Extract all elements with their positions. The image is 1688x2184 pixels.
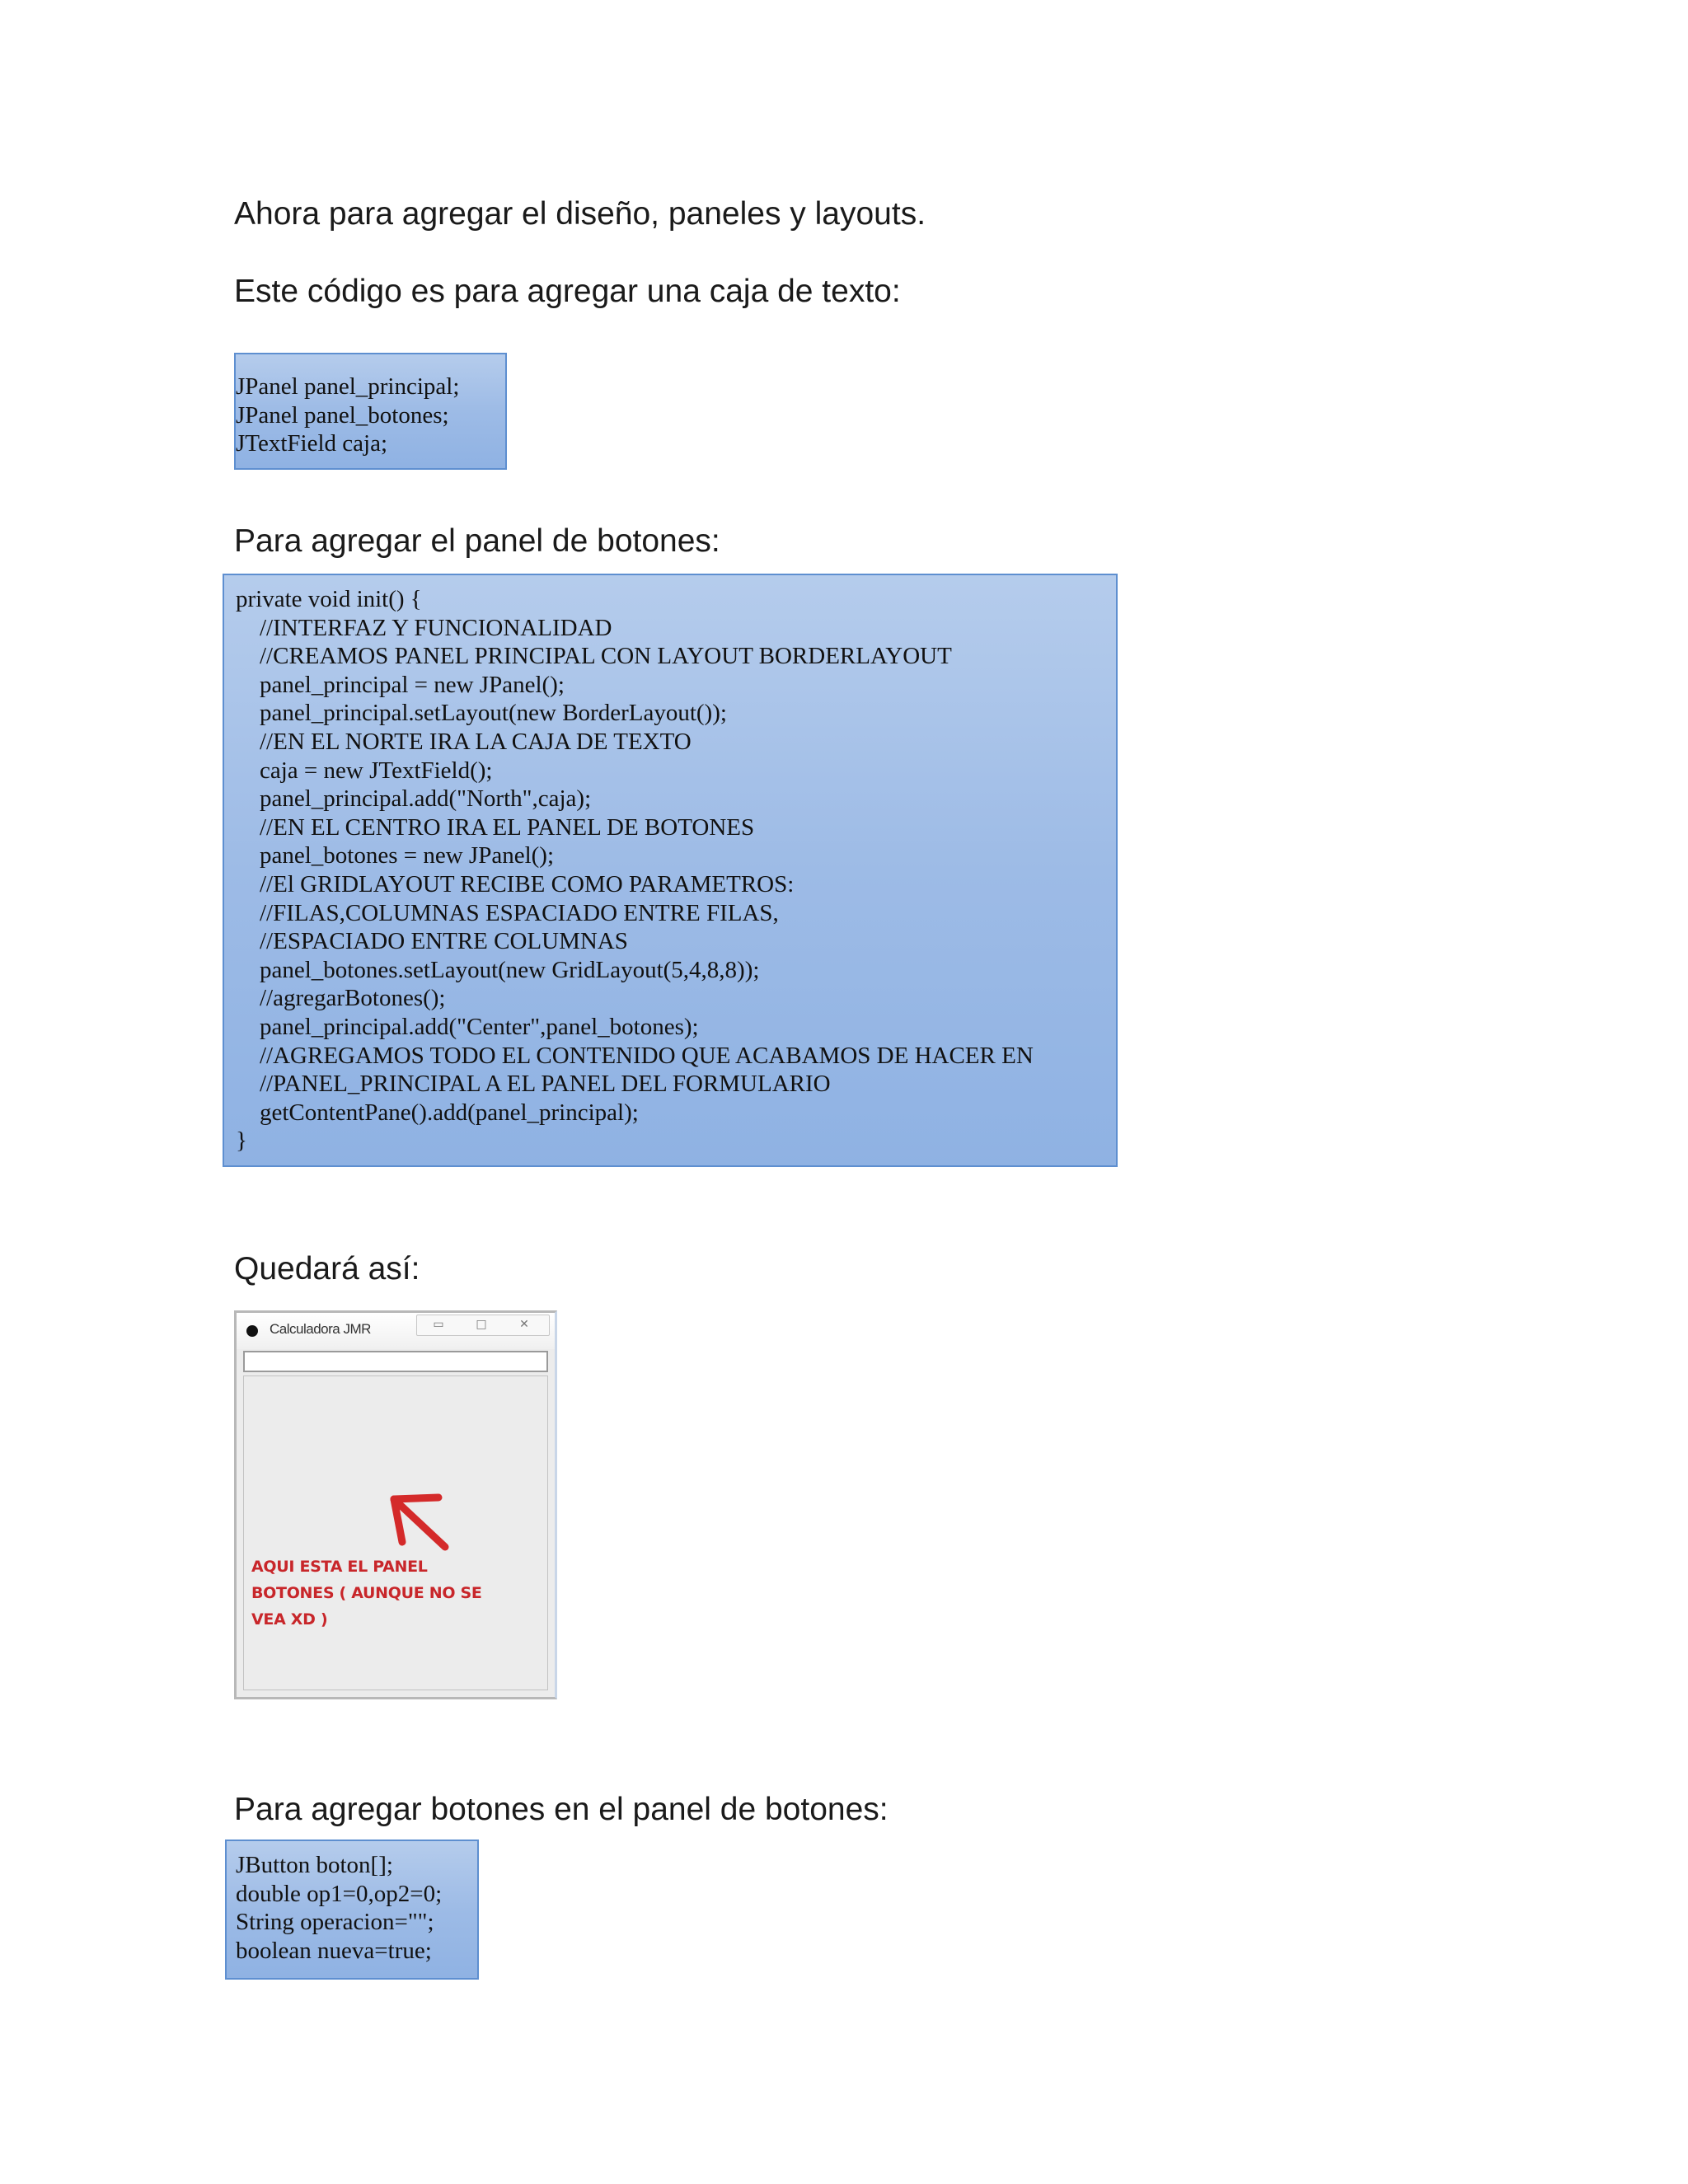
code-line: caja = new JTextField();	[236, 757, 493, 784]
code-line: //ESPACIADO ENTRE COLUMNAS	[236, 928, 628, 955]
window-title: Calculadora JMR	[270, 1321, 371, 1337]
code-line: getContentPane().add(panel_principal);	[236, 1099, 639, 1126]
code-line: panel_principal = new JPanel();	[236, 671, 565, 698]
code-line: panel_principal.setLayout(new BorderLayout());	[236, 700, 727, 727]
code-line: panel_principal.add("Center",panel_botones);	[236, 1013, 699, 1040]
code-line: //CREAMOS PANEL PRINCIPAL CON LAYOUT BORDERLAYOUT	[236, 643, 952, 670]
code-line: //AGREGAMOS TODO EL CONTENIDO QUE ACABAMOS DE HACER EN	[236, 1042, 1034, 1069]
code-line: //FILAS,COLUMNAS ESPACIADO ENTRE FILAS,	[236, 899, 779, 926]
code-line: boolean nueva=true;	[236, 1937, 432, 1964]
calculator-window-screenshot	[234, 1310, 557, 1699]
maximize-icon[interactable]: □	[476, 1318, 487, 1331]
code-block-declarations	[234, 353, 507, 470]
annotation-line: VEA XD )	[251, 1610, 328, 1629]
code-line: JPanel panel_botones;	[236, 401, 449, 429]
code-line: String operacion="";	[236, 1909, 434, 1936]
code-line: panel_botones = new JPanel();	[236, 842, 555, 869]
code-line: private void init() {	[236, 586, 422, 612]
code-line: panel_principal.add("North",caja);	[236, 785, 592, 813]
code-line: double op1=0,op2=0;	[236, 1880, 443, 1907]
window-titlebar	[237, 1313, 555, 1349]
annotation-line: BOTONES ( AUNQUE NO SE	[251, 1584, 482, 1602]
code-line: //agregarBotones();	[236, 985, 446, 1012]
screenshot-annotation	[251, 1554, 532, 1633]
heading-textbox: Este código es para agregar una caja de texto:	[234, 274, 901, 309]
code-line: //EN EL CENTRO IRA EL PANEL DE BOTONES	[236, 813, 755, 841]
code-line: panel_botones.setLayout(new GridLayout(5,4,8,8));	[236, 956, 760, 983]
annotation-line: AQUI ESTA EL PANEL	[251, 1558, 428, 1576]
code-line: JPanel panel_principal;	[236, 373, 460, 400]
app-icon	[246, 1325, 258, 1337]
code-line: JButton boton[];	[236, 1852, 393, 1878]
arrow-icon	[381, 1486, 455, 1560]
minimize-icon[interactable]: ▭	[433, 1318, 444, 1331]
caja-text-field[interactable]	[243, 1351, 548, 1372]
code-block-init	[223, 574, 1118, 1167]
code-line: //El GRIDLAYOUT RECIBE COMO PARAMETROS:	[236, 870, 795, 898]
code-line: }	[236, 1127, 247, 1155]
code-line: //EN EL NORTE IRA LA CAJA DE TEXTO	[236, 728, 692, 755]
code-line: //PANEL_PRINCIPAL A EL PANEL DEL FORMULARIO	[236, 1071, 831, 1098]
code-block-variables	[225, 1840, 479, 1980]
heading-intro: Ahora para agregar el diseño, paneles y layouts.	[234, 196, 926, 232]
heading-buttons: Para agregar botones en el panel de botones:	[234, 1792, 889, 1827]
window-controls	[416, 1315, 550, 1336]
close-icon[interactable]: ✕	[519, 1318, 529, 1331]
code-line: JTextField caja;	[236, 430, 387, 457]
heading-panel: Para agregar el panel de botones:	[234, 523, 720, 559]
heading-result: Quedará así:	[234, 1251, 420, 1286]
code-line: //INTERFAZ Y FUNCIONALIDAD	[236, 614, 612, 641]
